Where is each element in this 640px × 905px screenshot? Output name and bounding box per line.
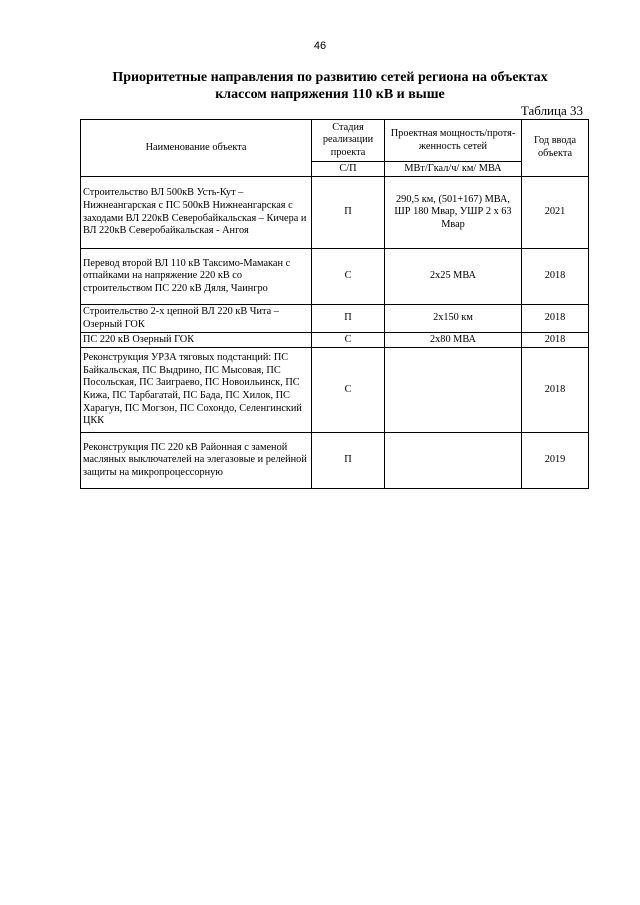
row-stage: С <box>312 348 385 433</box>
table-row <box>81 305 589 333</box>
header-stage-unit: С/П <box>312 162 385 177</box>
row-capacity: 290,5 км, (501+167) МВА, ШР 180 Мвар, УШР 2 х 63 Мвар <box>385 177 522 249</box>
table-row <box>81 177 589 249</box>
table-label: Таблица 33 <box>520 103 583 118</box>
table-row <box>81 333 589 348</box>
table-header-row <box>81 120 589 162</box>
header-capacity-unit: МВт/Гкал/ч/ км/ МВА <box>385 162 522 177</box>
row-year: 2019 <box>522 433 589 489</box>
row-year: 2018 <box>522 333 589 348</box>
row-stage: П <box>312 177 385 249</box>
document-title <box>70 69 590 103</box>
header-stage: Стадия реализации проекта <box>312 120 385 162</box>
row-stage: П <box>312 433 385 489</box>
row-capacity <box>385 433 522 489</box>
title-line-2: классом напряжения 110 кВ и выше <box>215 87 445 102</box>
header-year: Год ввода объекта <box>522 120 589 177</box>
row-object-name: Строительство 2-х цепной ВЛ 220 кВ Чита – Озерный ГОК <box>81 305 312 333</box>
row-year: 2018 <box>522 305 589 333</box>
title-line-1: Приоритетные направления по развитию сетей региона на объектах <box>112 70 548 85</box>
row-capacity: 2х150 км <box>385 305 522 333</box>
header-capacity: Проектная мощность/протя-женность сетей <box>385 120 522 162</box>
header-object-name: Наименование объекта <box>81 120 312 177</box>
row-year: 2018 <box>522 249 589 305</box>
priority-directions-table <box>80 119 589 489</box>
row-object-name: Реконструкция УРЗА тяговых подстанций: ПС Байкальская, ПС Выдрино, ПС Мысовая, ПС Посольская, ПС Заиграево, ПС Новоильинск, ПС Кижа, ПС Тарбагатай, ПС Бада, ПС Хилок, ПС Харагун, ПС Могзон, ПС Сохондо, Селенгинский ЦКК <box>81 348 312 433</box>
row-object-name: Перевод второй ВЛ 110 кВ Таксимо-Мамакан с отпайками на напряжение 220 кВ со строительством ПС 220 кВ Дяля, Чаингро <box>81 249 312 305</box>
table-row <box>81 348 589 433</box>
row-year: 2021 <box>522 177 589 249</box>
row-capacity: 2х25 МВА <box>385 249 522 305</box>
row-stage: С <box>312 333 385 348</box>
row-year: 2018 <box>522 348 589 433</box>
table-row <box>81 249 589 305</box>
row-capacity <box>385 348 522 433</box>
row-object-name: Строительство ВЛ 500кВ Усть-Кут – Нижнеангарская с ПС 500кВ Нижнеангарская с заходами ВЛ 220кВ Северобайкальская – Кичера и ВЛ 220кВ Северобайкальская - Ангоя <box>81 177 312 249</box>
row-object-name: ПС 220 кВ Озерный ГОК <box>81 333 312 348</box>
row-capacity: 2х80 МВА <box>385 333 522 348</box>
row-object-name: Реконструкция ПС 220 кВ Районная с заменой масляных выключателей на элегазовые и релейной защиты на микропроцессорную <box>81 433 312 489</box>
row-stage: С <box>312 249 385 305</box>
row-stage: П <box>312 305 385 333</box>
table-row <box>81 433 589 489</box>
page-number: 46 <box>313 40 327 52</box>
